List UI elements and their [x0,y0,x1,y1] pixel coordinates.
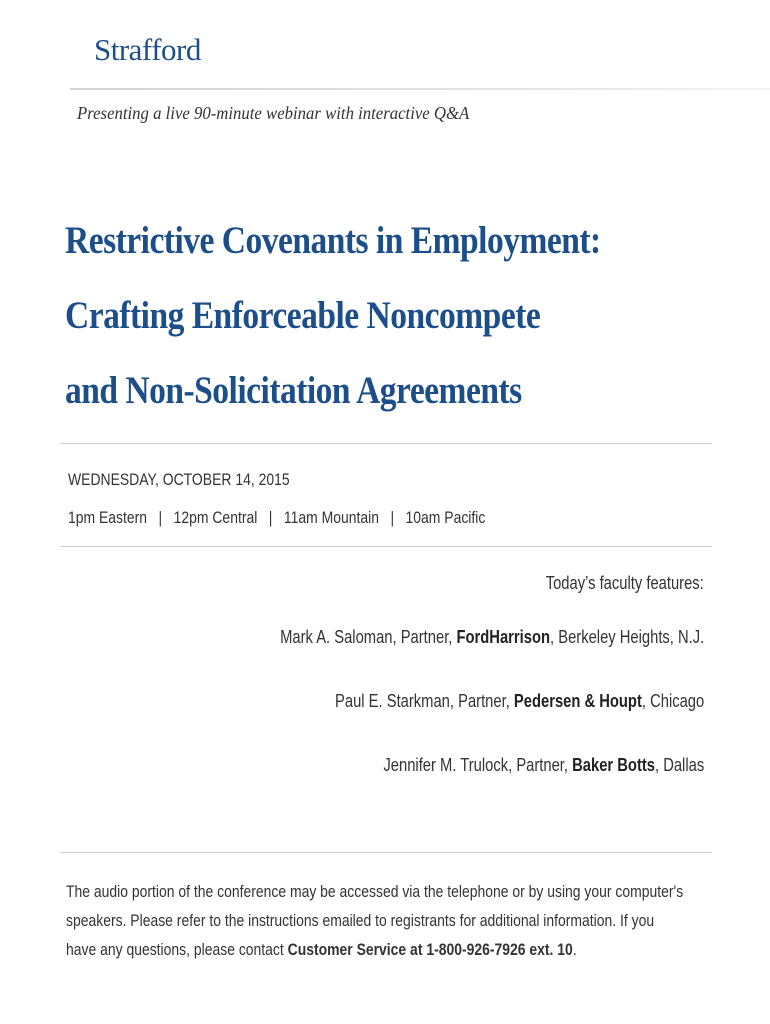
audio-instructions [66,877,689,964]
faculty-firm: FordHarrison [456,627,550,647]
faculty-member: Mark A. Saloman, Partner, FordHarrison, Berkeley Heights, N.J. [279,627,704,647]
faculty-heading: Today’s faculty features: [545,573,704,593]
strafford-logo: Strafford [94,32,201,67]
faculty-location: Berkeley Heights, N.J. [557,627,704,647]
faculty-member: Paul E. Starkman, Partner, Pedersen & Houpt, Chicago [334,691,704,711]
footer-divider [60,852,712,853]
faculty-name: Mark A. Saloman [279,627,393,647]
webinar-date: WEDNESDAY, OCTOBER 14, 2015 [68,470,290,489]
faculty-name: Jennifer M. Trulock [383,755,508,775]
webinar-times [68,508,485,528]
webinar-tagline: Presenting a live 90-minute webinar with interactive Q&A [77,103,470,123]
footer-text: . [572,940,577,959]
faculty-role: Partner [457,691,506,711]
title-line-1: Restrictive Covenants in Employment: [65,219,601,262]
time-central: 12pm Central [173,508,258,527]
faculty-firm: Pedersen & Houpt [513,691,642,711]
schedule-divider [60,546,712,547]
time-separator: | [390,508,395,527]
time-mountain: 11am Mountain [283,508,379,527]
faculty-location: Chicago [649,691,704,711]
faculty-role: Partner [516,755,564,775]
time-separator: | [158,508,163,527]
webinar-title [65,203,601,428]
faculty-role: Partner [400,627,449,647]
footer-line [66,935,689,964]
title-divider [60,443,712,444]
title-line-3: and Non-Solicitation Agreements [65,369,522,412]
time-eastern: 1pm Eastern [68,508,148,527]
footer-line: The audio portion of the conference may be accessed via the telephone or by using your computer's [66,882,684,901]
header-divider [70,88,770,90]
faculty-firm: Baker Botts [571,755,655,775]
customer-service-contact: Customer Service at 1-800-926-7926 ext. 10 [287,940,573,959]
title-line-2: Crafting Enforceable Noncompete [65,294,541,337]
faculty-name: Paul E. Starkman [334,691,450,711]
time-separator: | [268,508,273,527]
faculty-location: Dallas [662,755,704,775]
time-pacific: 10am Pacific [405,508,486,527]
footer-line: speakers. Please refer to the instructions emailed to registrants for additional information. If you [66,911,655,930]
footer-text: have any questions, please contact [66,940,288,959]
faculty-member: Jennifer M. Trulock, Partner, Baker Botts, Dallas [383,755,704,775]
